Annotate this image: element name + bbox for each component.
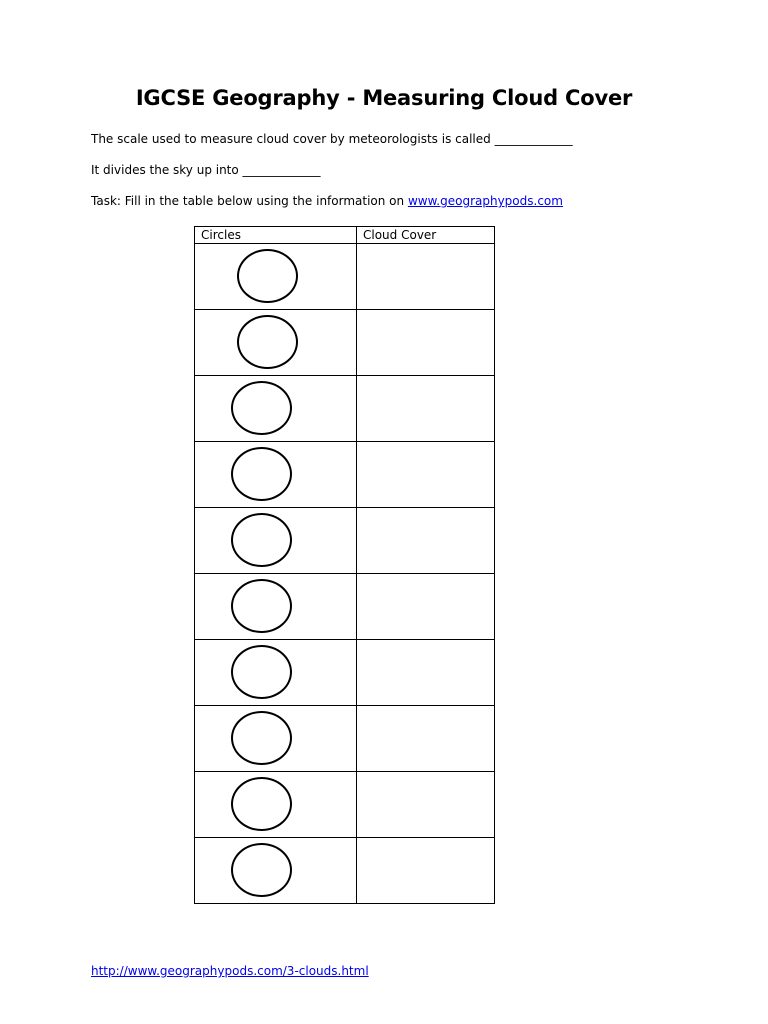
cloud-cover-cell[interactable] [357,706,495,772]
sky-circle-icon[interactable] [231,843,292,897]
question-sky-division: It divides the sky up into _____________ [91,163,321,177]
cloud-cover-cell[interactable] [357,838,495,904]
table-header-row [195,227,495,244]
sky-circle-icon[interactable] [231,777,292,831]
cloud-cover-cell[interactable] [357,310,495,376]
circle-cell [195,244,357,310]
sky-circle-icon[interactable] [237,315,298,369]
circle-cell [195,508,357,574]
table-row [195,640,495,706]
task-instruction [91,194,563,208]
footer-link-line [91,964,369,978]
cloud-cover-cell[interactable] [357,772,495,838]
cloud-cover-cell[interactable] [357,376,495,442]
sky-circle-icon[interactable] [237,249,298,303]
sky-circle-icon[interactable] [231,513,292,567]
circle-cell [195,310,357,376]
task-text: Task: Fill in the table below using the information on [91,194,408,208]
table-row [195,310,495,376]
cloud-cover-cell[interactable] [357,244,495,310]
circle-cell [195,442,357,508]
page-title: IGCSE Geography - Measuring Cloud Cover [135,86,633,110]
header-circles: Circles [195,227,357,244]
clouds-page-link[interactable]: http://www.geographypods.com/3-clouds.html [91,964,369,978]
cloud-cover-cell[interactable] [357,508,495,574]
circle-cell [195,574,357,640]
cloud-cover-cell[interactable] [357,442,495,508]
table-row [195,244,495,310]
sky-circle-icon[interactable] [231,645,292,699]
circle-cell [195,640,357,706]
table-row [195,772,495,838]
sky-circle-icon[interactable] [231,579,292,633]
sky-circle-icon[interactable] [231,711,292,765]
table-row [195,706,495,772]
sky-circle-icon[interactable] [231,381,292,435]
sky-circle-icon[interactable] [231,447,292,501]
geographypods-link[interactable]: www.geographypods.com [407,194,563,208]
circle-cell [195,838,357,904]
table-row [195,574,495,640]
header-cloud-cover: Cloud Cover [357,227,495,244]
cloud-cover-cell[interactable] [357,640,495,706]
table-row [195,376,495,442]
cloud-cover-cell[interactable] [357,574,495,640]
table-row [195,508,495,574]
table-row [195,442,495,508]
question-scale-name: The scale used to measure cloud cover by meteorologists is called _____________ [91,132,573,146]
circle-cell [195,772,357,838]
circle-cell [195,376,357,442]
table-row [195,838,495,904]
circle-cell [195,706,357,772]
cloud-cover-table [194,226,495,904]
